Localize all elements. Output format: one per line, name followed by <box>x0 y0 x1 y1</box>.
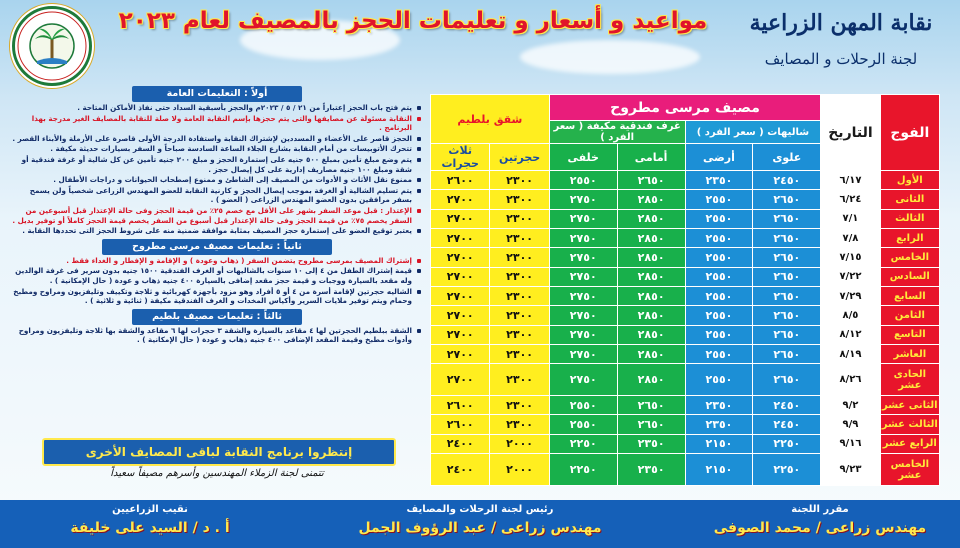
price-two-rooms-cell: ٢٣٠٠ <box>490 286 549 305</box>
price-ground-cell: ٢١٥٠ <box>685 454 753 486</box>
fawj-cell: الثانى <box>880 190 939 209</box>
table-row <box>431 248 940 267</box>
price-back-cell: ٢٧٥٠ <box>549 190 617 209</box>
instruction-item: الشاليه حجرتين لإقامة أسرة من ٤ أو ٥ أفراد وهو مزود بأجهزة كهربائية و ثلاجة وتكييف وتليفزيون ومراوح ومطبخ وحمام ويتم توفير ملايات السرير وأكياس المخدات و الغرف الفندقية مكيفة ( ثنائية و ثلاثية ) . <box>12 287 422 306</box>
fawj-cell: التاسع <box>880 325 939 344</box>
header-three-rooms: ثلاث حجرات <box>431 144 490 171</box>
price-back-cell: ٢٧٥٠ <box>549 228 617 247</box>
price-front-cell: ٢٨٥٠ <box>617 325 685 344</box>
price-back-cell: ٢٥٥٠ <box>549 415 617 434</box>
date-cell: ٧/١٥ <box>821 248 880 267</box>
price-three-rooms-cell: ٢٧٠٠ <box>431 344 490 363</box>
date-cell: ٩/١٦ <box>821 434 880 453</box>
price-ground-cell: ٢٥٥٠ <box>685 364 753 396</box>
price-front-cell: ٢٨٥٠ <box>617 306 685 325</box>
price-three-rooms-cell: ٢٧٠٠ <box>431 190 490 209</box>
org-name: نقابة المهن الزراعية <box>749 10 933 36</box>
table-row <box>431 267 940 286</box>
price-back-cell: ٢٧٥٠ <box>549 286 617 305</box>
price-front-cell: ٢٨٥٠ <box>617 209 685 228</box>
price-upper-cell: ٢٤٥٠ <box>753 415 821 434</box>
syndicate-logo <box>12 6 92 86</box>
instruction-item: يعتبر توقيع العضو على إستمارة حجز المصيف بمثابة موافقة ضمنية منه على شروط الحجز التى تحددها النقابة . <box>12 226 422 236</box>
price-two-rooms-cell: ٢٣٠٠ <box>490 228 549 247</box>
price-two-rooms-cell: ٢٣٠٠ <box>490 190 549 209</box>
price-three-rooms-cell: ٢٧٠٠ <box>431 209 490 228</box>
header-resort-matrouh: مصيف مرسى مطروح <box>549 95 820 121</box>
price-two-rooms-cell: ٢٠٠٠ <box>490 434 549 453</box>
date-cell: ٨/٢٦ <box>821 364 880 396</box>
price-upper-cell: ٢٦٥٠ <box>753 190 821 209</box>
fawj-cell: السابع <box>880 286 939 305</box>
price-upper-cell: ٢٦٥٠ <box>753 209 821 228</box>
signature-trips-head <box>350 504 610 536</box>
price-two-rooms-cell: ٢٣٠٠ <box>490 325 549 344</box>
price-table <box>430 94 940 486</box>
price-upper-cell: ٢٦٥٠ <box>753 228 821 247</box>
price-two-rooms-cell: ٢٠٠٠ <box>490 454 549 486</box>
price-ground-cell: ٢٥٥٠ <box>685 286 753 305</box>
instruction-item: ممنوع نقل الأثاث و الأدوات من المصيف إلى الشاطئ و ممنوع إصطحاب الحيوانات و دراجات الأطفال . <box>12 175 422 185</box>
baltim-instructions-list <box>12 326 422 345</box>
date-cell: ٩/٢ <box>821 396 880 415</box>
price-ground-cell: ٢٣٥٠ <box>685 396 753 415</box>
price-front-cell: ٢٨٥٠ <box>617 364 685 396</box>
fawj-cell: العاشر <box>880 344 939 363</box>
price-two-rooms-cell: ٢٣٠٠ <box>490 209 549 228</box>
price-upper-cell: ٢٤٥٠ <box>753 171 821 190</box>
price-front-cell: ٢٨٥٠ <box>617 286 685 305</box>
price-back-cell: ٢٧٥٠ <box>549 267 617 286</box>
price-ground-cell: ٢٥٥٠ <box>685 190 753 209</box>
fawj-cell: الأول <box>880 171 939 190</box>
matrouh-instructions-list <box>12 256 422 306</box>
date-cell: ٨/٥ <box>821 306 880 325</box>
instruction-item: الشقة ببلطيم الحجرتين لها ٤ مقاعد بالسيارة والشقة ٣ حجرات لها ٦ مقاعد والشقة بها ثلاجة وتليفزيون ومراوح وأدوات مطبخ وقيمة المقعد الإضافى ٤٠٠ جنيه ذهاب و عودة ( حال الإمكانية ) . <box>12 326 422 345</box>
signature-name: مهندس زراعى / عبد الرؤوف الجمل <box>358 520 602 536</box>
org-header <box>736 8 946 68</box>
signature-name: مهندس زراعى / محمد الصوفى <box>713 520 927 536</box>
price-front-cell: ٢٣٥٠ <box>617 434 685 453</box>
instruction-item: إشتراك المصيف بمرسى مطروح يتضمن السفر ( ذهاب وعودة ) و الإقامة و الإفطار و الغداء فقط . <box>12 256 422 266</box>
instruction-item: الحجز قاصر على الأعضاء و المسددين لإشتراك النقابة واستفادة الدرجة الأولى قاصرة على الأرملة والأبناء القصر . <box>12 134 422 144</box>
instruction-item: النقابة مسئولة عن مصايفها والتى يتم حجزها بإسم النقابة العامة ولا صلة للنقابة بالمصايف الغير مدرجة بهذا البرنامج . <box>12 114 422 133</box>
price-back-cell: ٢٧٥٠ <box>549 248 617 267</box>
price-three-rooms-cell: ٢٦٠٠ <box>431 171 490 190</box>
price-ground-cell: ٢٣٥٠ <box>685 171 753 190</box>
price-front-cell: ٢٨٥٠ <box>617 190 685 209</box>
fawj-cell: الرابع عشر <box>880 434 939 453</box>
instruction-item: يتم فتح باب الحجز إعتباراً من ٢١ / ٥ / ٢٠٢٣م والحجز بأسبقية السداد حتى نفاذ الأماكن المتاحة . <box>12 103 422 113</box>
header-date: التاريخ <box>821 95 880 171</box>
price-ground-cell: ٢١٥٠ <box>685 434 753 453</box>
general-instructions-list <box>12 103 422 236</box>
palm-tree-icon <box>15 9 89 83</box>
price-two-rooms-cell: ٢٣٠٠ <box>490 306 549 325</box>
header-two-rooms: حجرتين <box>490 144 549 171</box>
date-cell: ٦/١٧ <box>821 171 880 190</box>
section-title-general: أولاً : التعليمات العامة <box>132 86 302 102</box>
price-front-cell: ٢٨٥٠ <box>617 248 685 267</box>
price-ground-cell: ٢٣٥٠ <box>685 415 753 434</box>
price-upper-cell: ٢٦٥٠ <box>753 325 821 344</box>
price-front-cell: ٢٣٥٠ <box>617 454 685 486</box>
table-row <box>431 171 940 190</box>
instruction-item: الإعتذار : قبل موعد السفر بشهر على الأقل مع خصم ٢٥٪ من قيمة الحجز وفى حالة الإعتذار قبل أسبوعين من السفر يخصم ٧٥٪ من قيمة الحجز وفى حالة الإعتذار قبل أسبوع من السفر يخصم قيمة الحجز كاملاً أو توفير بديل . <box>12 206 422 225</box>
instruction-item: يتم تسليم الشالية أو الغرفة بموجب إيصال الحجز و كارنية النقابة للعضو المهندس الزراعى شخصياً ولن يسمح بسفر مرافقين بدون العضو المهندس الزراعى ( العضو ) . <box>12 186 422 205</box>
price-back-cell: ٢٢٥٠ <box>549 434 617 453</box>
wait-banner: إنتظروا برنامج النقابة لباقى المصايف الأخرى <box>42 438 396 466</box>
price-two-rooms-cell: ٢٣٠٠ <box>490 396 549 415</box>
table-row <box>431 190 940 209</box>
price-upper-cell: ٢٤٥٠ <box>753 396 821 415</box>
fawj-cell: الثامن <box>880 306 939 325</box>
price-upper-cell: ٢٦٥٠ <box>753 344 821 363</box>
header-back: خلفى <box>549 144 617 171</box>
price-three-rooms-cell: ٢٧٠٠ <box>431 286 490 305</box>
price-three-rooms-cell: ٢٧٠٠ <box>431 248 490 267</box>
signature-role: مقرر اللجنة <box>791 504 849 515</box>
price-three-rooms-cell: ٢٤٠٠ <box>431 454 490 486</box>
date-cell: ٩/٢٣ <box>821 454 880 486</box>
header-upper: علوى <box>753 144 821 171</box>
price-front-cell: ٢٨٥٠ <box>617 228 685 247</box>
section-title-baltim: ثالثاً : تعليمات مصيف بلطيم <box>132 309 302 325</box>
header-hotel-rooms: غرف فندقية مكيفة ( سعر الفرد ) <box>549 121 685 144</box>
date-cell: ٧/١ <box>821 209 880 228</box>
price-upper-cell: ٢٦٥٠ <box>753 286 821 305</box>
instruction-item: تتحرك الأتوبيسات من أمام النقابة بشارع الجلاء الساعة السادسة صباحاً و السفر بسيارات حديثة مكيفة . <box>12 144 422 154</box>
table-row <box>431 209 940 228</box>
price-ground-cell: ٢٥٥٠ <box>685 228 753 247</box>
schedule-table <box>430 94 940 486</box>
committee-name: لجنة الرحلات و المصايف <box>764 50 918 68</box>
fawj-cell: الثالث <box>880 209 939 228</box>
date-cell: ٨/١٩ <box>821 344 880 363</box>
price-two-rooms-cell: ٢٣٠٠ <box>490 267 549 286</box>
price-three-rooms-cell: ٢٧٠٠ <box>431 267 490 286</box>
fawj-cell: السادس <box>880 267 939 286</box>
price-upper-cell: ٢٦٥٠ <box>753 248 821 267</box>
signature-syndicate-head <box>20 504 280 536</box>
price-two-rooms-cell: ٢٣٠٠ <box>490 171 549 190</box>
fawj-cell: الثانى عشر <box>880 396 939 415</box>
table-row <box>431 454 940 486</box>
date-cell: ٧/٢٢ <box>821 267 880 286</box>
price-back-cell: ٢٥٥٠ <box>549 396 617 415</box>
signature-committee-head <box>690 504 950 536</box>
price-two-rooms-cell: ٢٣٠٠ <box>490 248 549 267</box>
wish-text: تتمنى لجنة الزملاء المهندسين وأسرهم مصيفاً سعيداً <box>110 468 324 479</box>
table-row <box>431 344 940 363</box>
price-upper-cell: ٢٢٥٠ <box>753 434 821 453</box>
price-ground-cell: ٢٥٥٠ <box>685 248 753 267</box>
price-three-rooms-cell: ٢٧٠٠ <box>431 325 490 344</box>
fawj-cell: الخامس <box>880 248 939 267</box>
cloud-decoration <box>520 40 700 74</box>
section-title-matrouh: ثانياً : تعليمات مصيف مرسى مطروح <box>102 239 332 255</box>
price-upper-cell: ٢٦٥٠ <box>753 306 821 325</box>
price-two-rooms-cell: ٢٣٠٠ <box>490 364 549 396</box>
header-chalets: شاليهات ( سعر الفرد ) <box>685 121 821 144</box>
signature-role: نقيب الزراعيين <box>112 504 188 515</box>
signature-role: رئيس لجنة الرحلات والمصايف <box>406 504 554 515</box>
table-row <box>431 434 940 453</box>
date-cell: ٨/١٢ <box>821 325 880 344</box>
price-front-cell: ٢٦٥٠ <box>617 415 685 434</box>
price-front-cell: ٢٦٥٠ <box>617 171 685 190</box>
fawj-cell: الرابع <box>880 228 939 247</box>
price-back-cell: ٢٧٥٠ <box>549 364 617 396</box>
instruction-item: يتم وضع مبلغ تأمين بمبلغ ٥٠٠ جنيه على إستمارة الحجز و مبلغ ٢٠٠ جنيه تأمين عن كل شالية أو غرفة فندقية أو شقة ومبلغ ١٠٠ جنيه مصاريف إدارية على كل إيصال حجز . <box>12 155 422 174</box>
price-ground-cell: ٢٥٥٠ <box>685 267 753 286</box>
price-upper-cell: ٢٦٥٠ <box>753 364 821 396</box>
price-three-rooms-cell: ٢٤٠٠ <box>431 434 490 453</box>
signature-name: أ . د / السيد على خليفة <box>70 520 230 536</box>
price-ground-cell: ٢٥٥٠ <box>685 306 753 325</box>
price-three-rooms-cell: ٢٧٠٠ <box>431 306 490 325</box>
fawj-cell: الثالث عشر <box>880 415 939 434</box>
price-front-cell: ٢٨٥٠ <box>617 344 685 363</box>
table-row <box>431 325 940 344</box>
table-row <box>431 306 940 325</box>
price-two-rooms-cell: ٢٣٠٠ <box>490 344 549 363</box>
table-row <box>431 286 940 305</box>
price-back-cell: ٢٧٥٠ <box>549 344 617 363</box>
table-row <box>431 228 940 247</box>
header-fawj: الفوج <box>880 95 939 171</box>
date-cell: ٩/٩ <box>821 415 880 434</box>
price-upper-cell: ٢٦٥٠ <box>753 267 821 286</box>
price-front-cell: ٢٨٥٠ <box>617 267 685 286</box>
price-three-rooms-cell: ٢٧٠٠ <box>431 364 490 396</box>
price-ground-cell: ٢٥٥٠ <box>685 209 753 228</box>
table-row <box>431 364 940 396</box>
page-title: مواعيد و أسعار و تعليمات الحجز بالمصيف لعام ٢٠٢٣ <box>118 8 708 34</box>
price-back-cell: ٢٧٥٠ <box>549 306 617 325</box>
price-back-cell: ٢٧٥٠ <box>549 325 617 344</box>
price-back-cell: ٢٢٥٠ <box>549 454 617 486</box>
price-two-rooms-cell: ٢٣٠٠ <box>490 415 549 434</box>
price-front-cell: ٢٦٥٠ <box>617 396 685 415</box>
header-baltim: شقق بلطيم <box>431 95 550 144</box>
price-ground-cell: ٢٥٥٠ <box>685 325 753 344</box>
instructions-panel <box>12 86 422 490</box>
header-front: أمامى <box>617 144 685 171</box>
fawj-cell: الخامس عشر <box>880 454 939 486</box>
price-back-cell: ٢٥٥٠ <box>549 171 617 190</box>
date-cell: ٦/٢٤ <box>821 190 880 209</box>
price-three-rooms-cell: ٢٧٠٠ <box>431 228 490 247</box>
header-ground: أرضى <box>685 144 753 171</box>
table-row <box>431 396 940 415</box>
signatures-footer <box>0 500 960 548</box>
price-three-rooms-cell: ٢٦٠٠ <box>431 415 490 434</box>
price-back-cell: ٢٧٥٠ <box>549 209 617 228</box>
price-upper-cell: ٢٢٥٠ <box>753 454 821 486</box>
fawj-cell: الحادى عشر <box>880 364 939 396</box>
price-three-rooms-cell: ٢٦٠٠ <box>431 396 490 415</box>
date-cell: ٧/٨ <box>821 228 880 247</box>
table-row <box>431 415 940 434</box>
price-ground-cell: ٢٥٥٠ <box>685 344 753 363</box>
date-cell: ٧/٢٩ <box>821 286 880 305</box>
instruction-item: قيمة إشتراك الطفل من ٤ إلى ١٠ سنوات بالشاليهات أو الغرف الفندقية ١٥٠٠ جنيه بدون سرير فى غرفة الوالدين وله مقعد بالسيارة ووجبات و قيمة حجز مقعد إضافى بالسيارة ٤٠٠ جنيه ذهاب و عودة ( حال الإمكانية ) . <box>12 266 422 285</box>
